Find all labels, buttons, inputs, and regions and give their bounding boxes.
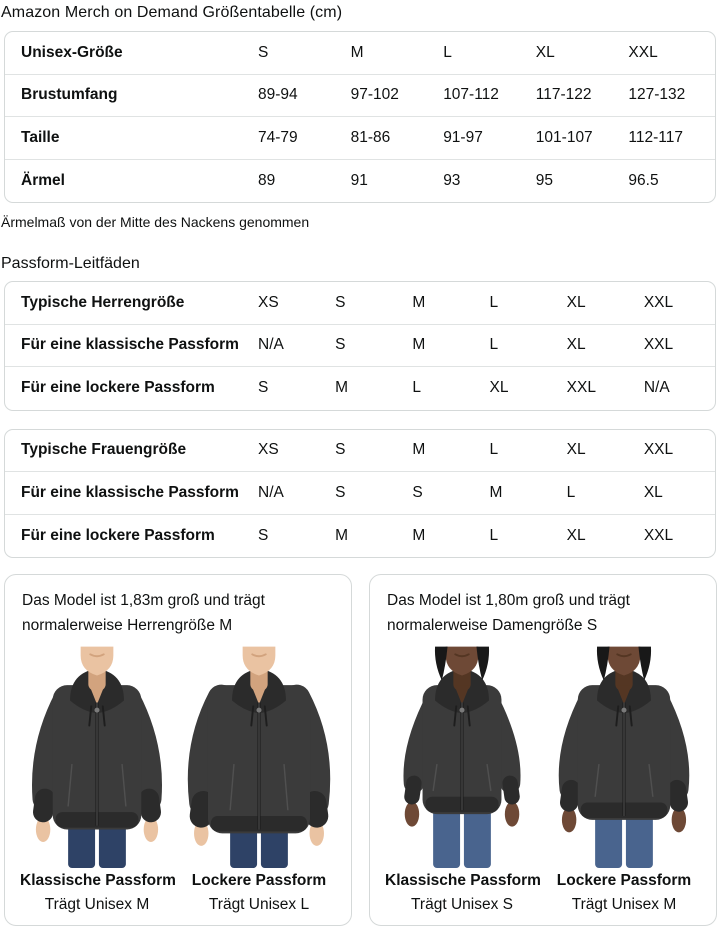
sleeve-measure-note: Ärmelmaß von der Mitte des Nackens genommen [1, 214, 310, 230]
page-title: Amazon Merch on Demand Größentabelle (cm) [1, 4, 343, 21]
fit-label: Klassische Passform [385, 872, 541, 889]
cell-value: XXL [628, 43, 658, 61]
table-row [5, 282, 715, 325]
cell-value: L [489, 441, 499, 459]
cell-value: 89-94 [258, 86, 298, 104]
cell-value: 93 [443, 171, 461, 189]
fit-guides-heading: Passform-Leitfäden [1, 255, 140, 272]
model-photo-men-loose [182, 646, 336, 868]
model-figure [182, 646, 336, 914]
table-row [5, 472, 715, 515]
cell-value: 81-86 [350, 128, 391, 146]
cell-value: S [258, 379, 269, 397]
fit-label: Lockere Passform [556, 872, 692, 889]
model-description-men: Das Model ist 1,83m groß und trägt normalerweise Herrengröße M [22, 592, 265, 634]
cell-value: S [412, 483, 423, 501]
cell-value: XL [566, 526, 586, 544]
row-label: Für eine lockere Passform [21, 379, 215, 397]
cell-value: M [412, 441, 426, 459]
cell-value: L [566, 483, 576, 501]
fit-table-women [4, 429, 716, 559]
figure-caption [385, 871, 539, 914]
model-figure [20, 646, 174, 914]
table-row [5, 430, 715, 473]
hoodie-model-illustration [547, 646, 701, 868]
cell-value: 97-102 [350, 86, 399, 104]
cell-value: N/A [258, 483, 284, 501]
model-photo-men-classic [20, 646, 174, 868]
fit-label: Lockere Passform [191, 872, 327, 889]
cell-value: 95 [535, 171, 554, 189]
table-row [5, 515, 715, 558]
table-row [5, 325, 715, 368]
cell-value: M [412, 336, 426, 354]
cell-value: S [335, 336, 346, 354]
cell-value: XXL [566, 379, 596, 397]
model-figures-men [20, 646, 336, 914]
fit-table-men [4, 281, 716, 411]
cell-value: L [443, 43, 452, 61]
row-label: Ärmel [21, 171, 65, 189]
table-row [5, 75, 715, 118]
cell-value: M [335, 526, 349, 544]
model-cards [4, 574, 716, 926]
size-label: Trägt Unisex M [571, 896, 677, 913]
cell-value: L [489, 293, 499, 311]
cell-value: XS [258, 293, 279, 311]
cell-value: XXL [643, 441, 674, 459]
cell-value: XL [535, 43, 555, 61]
model-photo-women-classic [385, 646, 539, 868]
figure-caption [547, 871, 701, 914]
figure-caption [20, 871, 174, 914]
cell-value: 117-122 [535, 86, 592, 104]
size-label: Trägt Unisex L [208, 896, 310, 913]
table-row [5, 160, 715, 203]
size-label: Trägt Unisex M [44, 896, 150, 913]
cell-value: 127-132 [628, 86, 686, 104]
row-label: Für eine lockere Passform [21, 526, 215, 544]
cell-value: N/A [258, 336, 284, 354]
cell-value: M [489, 483, 503, 501]
size-chart-page [0, 3, 720, 928]
cell-value: 89 [258, 171, 276, 189]
cell-value: L [489, 526, 499, 544]
model-description-women: Das Model ist 1,80m groß und trägt normalerweise Damengröße S [387, 592, 630, 634]
cell-value: XL [566, 336, 586, 354]
cell-value: M [335, 379, 349, 397]
table-row [5, 117, 715, 160]
fit-label: Klassische Passform [20, 872, 176, 889]
cell-value: XXL [643, 293, 674, 311]
size-table [4, 31, 716, 203]
model-figures-women [385, 646, 701, 914]
cell-value: XL [566, 441, 586, 459]
model-card-men [4, 574, 352, 926]
hoodie-model-illustration [385, 646, 539, 868]
cell-value: XXL [643, 336, 674, 354]
size-label: Trägt Unisex S [411, 896, 513, 913]
cell-value: XL [566, 293, 586, 311]
cell-value: M [350, 43, 364, 61]
cell-value: 107-112 [443, 86, 499, 104]
model-card-women [369, 574, 717, 926]
cell-value: S [258, 43, 269, 61]
row-label: Für eine klassische Passform [21, 336, 239, 354]
figure-caption [182, 871, 336, 914]
cell-value: 91-97 [443, 128, 483, 146]
row-label: Brustumfang [21, 86, 118, 104]
row-label: Taille [21, 128, 60, 146]
cell-value: S [335, 293, 346, 311]
cell-value: XXL [643, 526, 674, 544]
cell-value: 74-79 [258, 128, 298, 146]
row-label: Für eine klassische Passform [21, 483, 239, 501]
cell-value: L [489, 336, 499, 354]
row-label: Unisex-Größe [21, 43, 123, 61]
model-figure [547, 646, 701, 914]
cell-value: S [335, 483, 346, 501]
model-figure [385, 646, 539, 914]
cell-value: M [412, 293, 426, 311]
cell-value: XL [489, 379, 509, 397]
cell-value: 112-117 [628, 128, 683, 146]
cell-value: 96.5 [628, 171, 659, 189]
cell-value: 101-107 [535, 128, 593, 146]
hoodie-model-illustration [20, 646, 174, 868]
hoodie-model-illustration [182, 646, 336, 868]
row-label: Typische Frauengröße [21, 441, 187, 459]
row-label: Typische Herrengröße [21, 293, 185, 311]
cell-value: XL [643, 483, 663, 501]
cell-value: S [335, 441, 346, 459]
model-photo-women-loose [547, 646, 701, 868]
cell-value: 91 [350, 171, 368, 189]
cell-value: M [412, 526, 426, 544]
cell-value: L [412, 379, 421, 397]
cell-value: XS [258, 441, 279, 459]
table-row [5, 367, 715, 410]
table-row [5, 32, 715, 75]
cell-value: S [258, 526, 269, 544]
cell-value: N/A [643, 379, 670, 397]
